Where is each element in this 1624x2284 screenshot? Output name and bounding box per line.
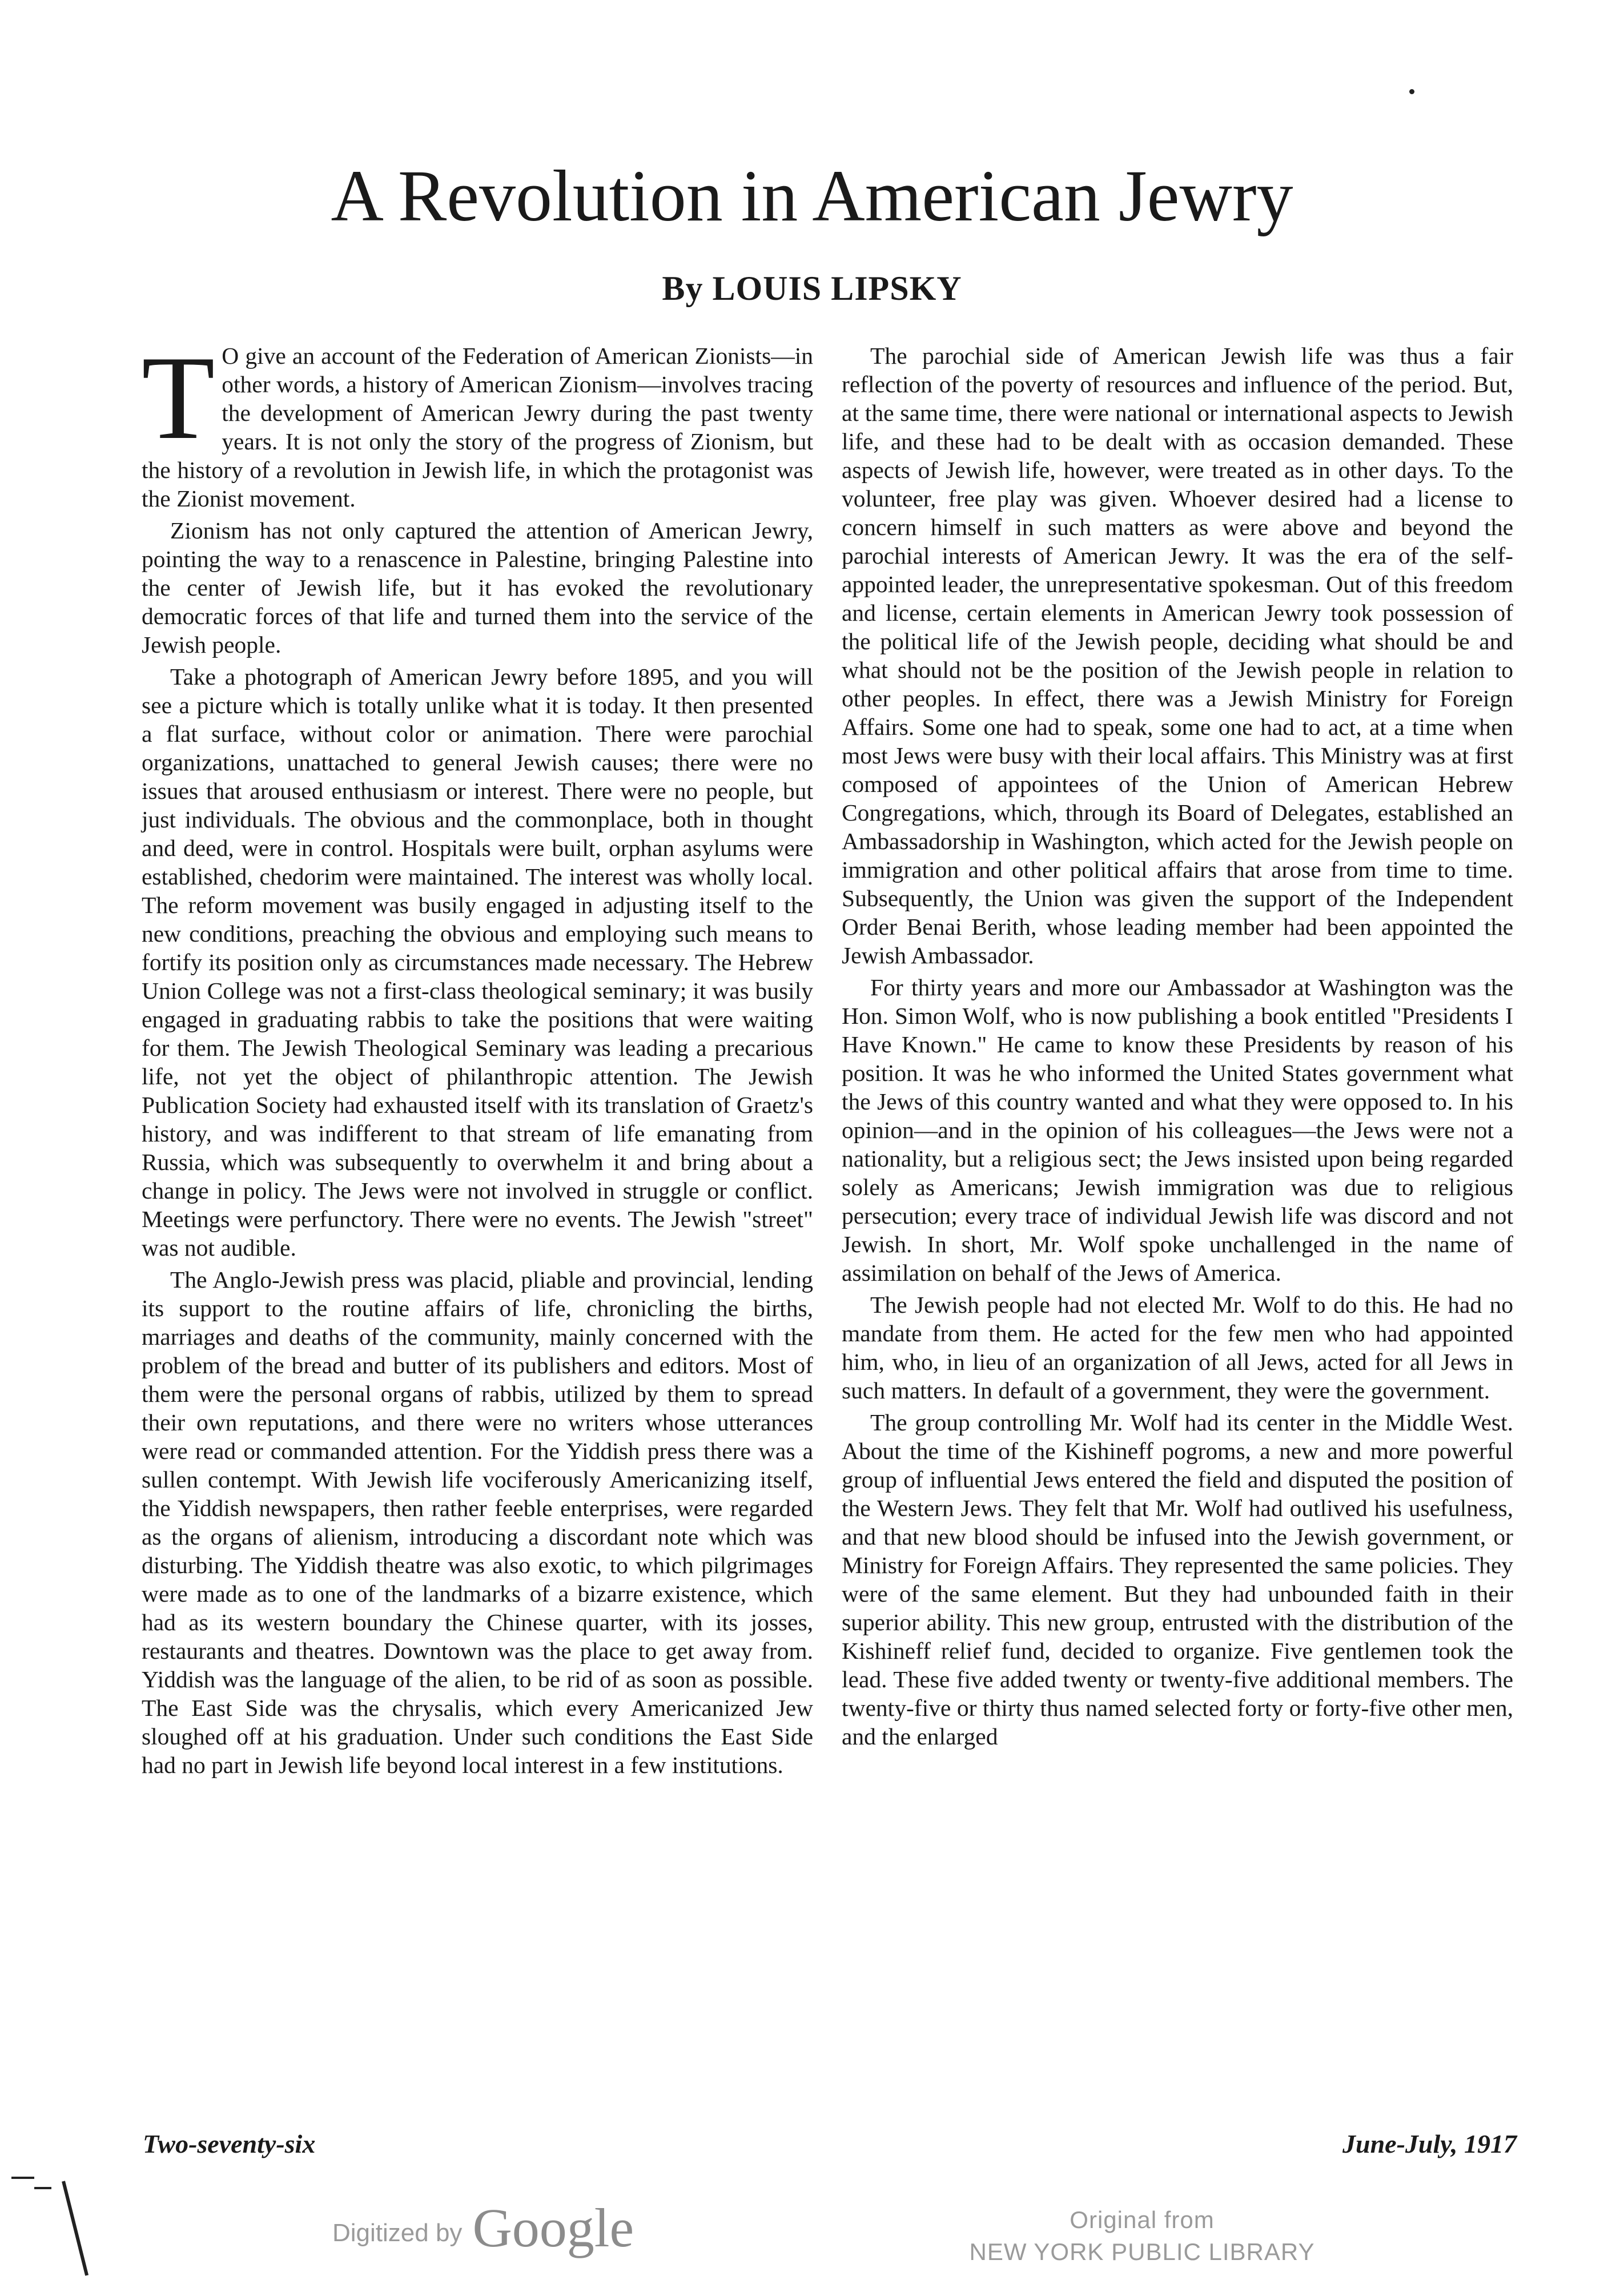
paragraph: Take a photograph of American Jewry before 1895, and you will see a picture which is totally unlike what it is today. It then presented a flat surface, without color or animation. There were parochial organizations, unattached to general Jewish causes; there were no issues that aroused enthusiasm or interest. There were no people, but just individuals. The obvious and the commonplace, both in thought and deed, were in control. Hospitals were built, orphan asylums were established, chedorim were maintained. The interest was wholly local. The reform movement was busily engaged in adjusting itself to the new conditions, preaching the obvious and employing such means to fortify its position only as circumstances made necessary. The Hebrew Union College was not a first-class theological seminary; it was busily engaged in graduating rabbis to take the positions that were waiting for them. The Jewish Theological Seminary was leading a precarious life, not yet the object of philanthropic attention. The Jewish Publication Society had exhausted itself with its translation of Graetz's history, and was indifferent to that stream of life emanating from Russia, which was subsequently to overwhelm it and bring about a change in policy. The Jews were not involved in struggle or conflict. Meetings were perfunctory. There were no events. The Jewish "street" was not audible. [142, 664, 813, 1261]
drop-cap: T [142, 332, 215, 464]
scan-mark [11, 2177, 34, 2179]
scan-mark [1409, 89, 1414, 94]
digitized-by-watermark [332, 2197, 634, 2258]
right-column [842, 341, 1513, 1754]
google-logo: Google [472, 2197, 634, 2258]
paragraph-text: O give an account of the Federation of American Zionists—in other words, a history of American Zionism—involves tracing the development of American Jewry during the past twenty years. It is not only the story of the progress of Zionism, but the history of a revolution in Jewish life, in which the protagonist was the Zionist movement. [142, 343, 813, 512]
scan-mark [62, 2181, 89, 2275]
paragraph: The group controlling Mr. Wolf had its center in the Middle West. About the time of the Kishineff pogroms, a new and more powerful group of influential Jews entered the field and disputed the position of the Western Jews. They felt that Mr. Wolf had outlived his usefulness, and that new blood should be infused into the Jewish government, or Ministry for Foreign Affairs. They represented the same policies. They were of the same element. But they had unbounded faith in their superior ability. This new group, entrusted with the distribution of the Kishineff relief fund, decided to organize. Five gentlemen took the lead. These five added twenty or twenty-five additional members. The twenty-five or thirty thus named selected forty or forty-five other men, and the enlarged [842, 1409, 1513, 1750]
left-column [142, 332, 813, 1783]
issue-date: June-July, 1917 [1342, 2129, 1517, 2158]
library-attribution [959, 2204, 1325, 2268]
scan-mark [34, 2187, 51, 2189]
digitized-by-label: Digitized by [332, 2219, 463, 2247]
paragraph: The Anglo-Jewish press was placid, pliable and provincial, lending its support to the routine affairs of life, chronicling the births, marriages and deaths of the community, mainly concerned with the problem of the bread and butter of its publishers and editors. Most of them were the personal organs of rabbis, utilized by them to spread their own reputations, and there were no writers whose utterances were read or commanded attention. For the Yiddish press there was a sullen contempt. With Jewish life vociferously Americanizing itself, the Yiddish newspapers, then rather feeble enterprises, were regarded as the organs of alienism, introducing a discordant note which was disturbing. The Yiddish theatre was also exotic, to which pilgrimages were made as to one of the landmarks of a bizarre existence, which had as its western boundary the Chinese quarter, with its josses, restaurants and theatres. Downtown was the place to get away from. Yiddish was the language of the alien, to be rid of as soon as possible. The East Side was the chrysalis, which every Americanized Jew sloughed off at his graduation. Under such conditions the East Side had no part in Jewish life beyond local interest in a few institutions. [142, 1266, 813, 1778]
paragraph: Zionism has not only captured the attention of American Jewry, pointing the way to a renascence in Palestine, bringing Palestine into the center of Jewish life, but it has evoked the revolutionary democratic forces of that life and turned them into the service of the Jewish people. [142, 517, 813, 658]
page-number: Two-seventy-six [143, 2129, 316, 2158]
paragraph: For thirty years and more our Ambassador at Washington was the Hon. Simon Wolf, who is now publishing a book entitled "Presidents I Have Known." He came to know these Presidents by reason of his position. It was he who informed the United States government what the Jews of this country wanted and what they were opposed to. In his opinion—and in the opinion of his colleagues—the Jews were not a nationality, but a religious sect; the Jews insisted upon being regarded solely as Americans; Jewish immigration was due to religious persecution; every trace of individual Jewish life was discord and not Jewish. In short, Mr. Wolf spoke unchallenged in the name of assimilation on behalf of the Jews of America. [842, 974, 1513, 1286]
original-from-label: Original from [1070, 2206, 1215, 2233]
paragraph: The parochial side of American Jewish life was thus a fair reflection of the poverty of resources and influence of the period. But, at the same time, there were national or international aspects to Jewish life, and these had to be dealt with as occasion demanded. These aspects of Jewish life, however, were treated as in other days. To the volunteer, free play was given. Whoever desired had a license to concern himself in such matters as were above and beyond the parochial interests of American Jewry. It was the era of the self-appointed leader, the unrepresentative spokesman. Out of this freedom and license, certain elements in American Jewry took possession of the political life of the Jewish people, deciding what should be and what should not be the position of the Jewish people in relation to other peoples. In effect, there was a Jewish Ministry for Foreign Affairs. Some one had to speak, some one had to act, at a time when most Jews were busy with their local affairs. This Ministry was at first composed of appointees of the Union of American Hebrew Congregations, which, through its Board of Delegates, established an Ambassadorship in Washington, which acted for the Jewish people on immigration and other political affairs that arose from time to time. Subsequently, the Union was given the support of the Independent Order Benai Berith, whose leading member had been appointed the Jewish Ambassador. [842, 343, 1513, 968]
library-name: NEW YORK PUBLIC LIBRARY [969, 2238, 1315, 2265]
paragraph [142, 332, 813, 513]
article-title: A Revolution in American Jewry [331, 155, 1293, 236]
byline: By LOUIS LIPSKY [662, 270, 962, 307]
paragraph: The Jewish people had not elected Mr. Wolf to do this. He had no mandate from them. He acted for the few men who had appointed him, who, in lieu of an organization of all Jews, acted for all Jews in such matters. In default of a government, they were the government. [842, 1292, 1513, 1404]
